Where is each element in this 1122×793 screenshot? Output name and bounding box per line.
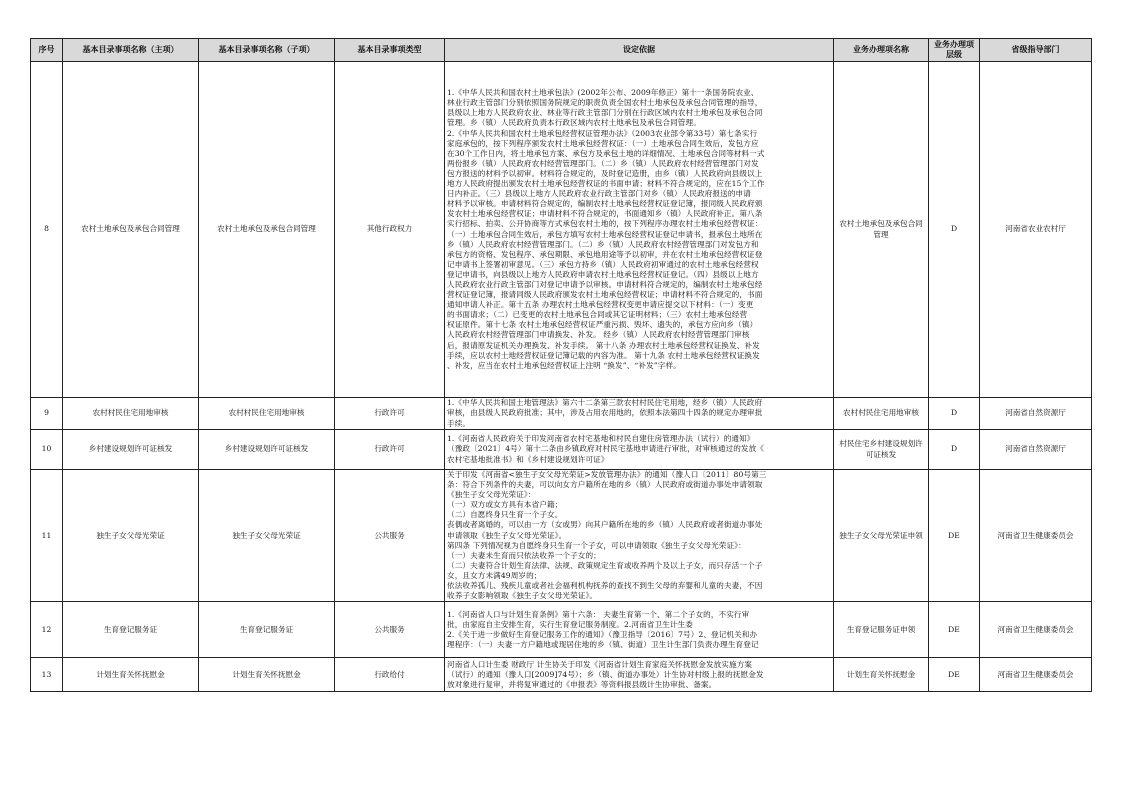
basis-line: 记申请书上签署初审意见。（三）承包方持乡（镇）人民政府初审通过的农村土地承包经营权 (447, 259, 759, 269)
cell-basis (445, 602, 834, 658)
cell-no: 9 (31, 398, 63, 430)
header-department: 省级指导部门 (980, 39, 1092, 62)
cell-basis (445, 658, 834, 692)
basis-line: 权证原件。第十七条 农村土地承包经营权证严重污损、毁坏、遗失的，承包方应向乡（镇） (447, 320, 758, 330)
cell-basis (445, 398, 834, 430)
cell-level: D (929, 62, 980, 398)
cell-no: 8 (31, 62, 63, 398)
basis-line: （一）双方或女方具有本省户籍； (447, 500, 563, 510)
cell-no: 10 (31, 430, 63, 470)
basis-line: 在30个工作日内，将土地承包方案、承包方及承包土地的详细情况、土地承包合同等材料一式 (447, 148, 765, 158)
cell-item-type: 行政许可 (335, 430, 445, 470)
cell-business-item: 村民住宅乡村建设规划许可证核发 (834, 430, 929, 470)
header-business-item: 业务办理项名称 (834, 39, 929, 62)
basis-line: 手续，应以农村土地经营权证登记簿记载的内容为准。 第十九条 农村土地承包经营权证换发 (447, 350, 760, 360)
basis-line: 关于印发《河南省<独生子女父母光荣证>发放管理办法》的通知（豫人口〔2011〕80号第三 (447, 470, 767, 479)
basis-line: 收养子女影响领取《独生子女父母光荣证》。 (447, 591, 598, 601)
basis-line: 女，且女方未满49周岁的； (447, 570, 542, 580)
basis-line: 两份报乡（镇）人民政府农村经营管理部门。（二）乡（镇）人民政府农村经营管理部门对发 (447, 158, 759, 168)
basis-line: 材料予以审核。申请材料符合规定的，编制农村土地承包经营权证登记簿，报同级人民政府颁 (447, 199, 763, 209)
cell-level: D (929, 398, 980, 430)
cell-department: 河南省自然资源厅 (980, 398, 1092, 430)
basis-line: 2.《关于进一步做好生育登记服务工作的通知》（豫卫指导〔2016〕7号）2、登记机关和办 (447, 629, 758, 639)
cell-department: 河南省农业农村厅 (980, 62, 1092, 398)
basis-line: （试行）的通知（豫人口[2009]74号）；乡（镇、街道办事处）计生协对村级上报的抚慰金发 (447, 669, 764, 679)
cell-level: DE (929, 602, 980, 658)
header-row (31, 39, 1092, 62)
cell-level: D (929, 430, 980, 470)
cell-business-item: 农村村民住宅用地审核 (834, 398, 929, 430)
cell-no: 13 (31, 658, 63, 692)
basis-line: 手续。 (447, 418, 471, 428)
header-level: 业务办理项层级 (929, 39, 980, 62)
cell-no: 12 (31, 602, 63, 658)
cell-sub-item: 生育登记服务证 (199, 602, 335, 658)
cell-item-type: 公共服务 (335, 470, 445, 602)
header-item-type: 基本目录事项类型 (335, 39, 445, 62)
cell-business-item: 计划生育关怀抚慰金 (834, 658, 929, 692)
basis-line: 地方人民政府提出颁发农村土地承包经营权证的书面申请；材料不符合规定的，应在15个工作 (447, 179, 765, 189)
basis-line: 承包方的资格、发包程序、承包期限、承包地用途等予以初审，并在农村土地承包经营权证登 (447, 249, 763, 259)
cell-level: DE (929, 470, 980, 602)
cell-main-item: 农村土地承包及承包合同管理 (63, 62, 199, 398)
basis-line: 林业行政主管部门分别依照国务院规定的职责负责全国农村土地承包及承包合同管理的指导， (447, 98, 763, 108)
table-row (31, 62, 1092, 398)
basis-line: 包方报送的材料予以初审。材料符合规定的，及时登记造册，由乡（镇）人民政府向县级以上 (447, 168, 763, 178)
table-row (31, 398, 1092, 430)
cell-basis (445, 62, 834, 398)
basis-line: （一）土地承包合同生效后，承包方填写农村土地承包经营权证登记申请书，报承包土地所在 (447, 229, 763, 239)
basis-line: 批，由家庭自主安排生育，实行生育登记服务制度。2.河南省卫生计生委 (447, 619, 693, 629)
cell-sub-item: 独生子女父母光荣证 (199, 470, 335, 602)
basis-line: （豫政〔2021〕4号）第十二条由乡镇政府对村民宅基地申请进行审批，对审核通过的发放《 (447, 444, 765, 454)
cell-business-item: 独生子女父母光荣证申领 (834, 470, 929, 602)
header-main-item: 基本目录事项名称（主项） (63, 39, 199, 62)
basis-line: 农村宅基地批准书》和《乡村建设规划许可证》 (447, 454, 609, 464)
cell-sub-item: 计划生育关怀抚慰金 (199, 658, 335, 692)
cell-item-type: 公共服务 (335, 602, 445, 658)
basis-line: 《独生子女父母光荣证》： (447, 490, 536, 500)
cell-main-item: 农村村民住宅用地审核 (63, 398, 199, 430)
cell-sub-item: 农村土地承包及承包合同管理 (199, 62, 335, 398)
cell-basis (445, 430, 834, 470)
basis-line: 实行招标、拍卖、公开协商等方式承包农村土地的，按下列程序办理农村土地承包经营权证： (447, 219, 763, 229)
basis-line: 丧偶或者离婚的，可以由一方（女或男）向其户籍所在地的乡（镇）人民政府或者街道办事处 (447, 520, 763, 530)
basis-line: 审核，由县级人民政府批准；其中，涉及占用农用地的，依照本法第四十四条的规定办理审批 (447, 408, 763, 418)
cell-no: 11 (31, 470, 63, 602)
table-row (31, 602, 1092, 658)
cell-main-item: 乡村建设规划许可证核发 (63, 430, 199, 470)
cell-item-type: 行政给付 (335, 658, 445, 692)
table-row (31, 658, 1092, 692)
basis-line: 县级以上地方人民政府农业、林业等行政主管部门分别在行政区域内农村土地承包及承包合同 (447, 108, 763, 118)
header-basis: 设定依据 (445, 39, 834, 62)
table-body (31, 62, 1092, 692)
basis-line: 日内补正。（三）县级以上地方人民政府农业行政主管部门对乡（镇）人民政府报送的申请 (447, 189, 751, 199)
header-sub-item: 基本目录事项名称（子项） (199, 39, 335, 62)
basis-line: 依法收养孤儿、残疾儿童或者社会福利机构抚养的查找不到生父母的弃婴和儿童的夫妻，不因 (447, 581, 763, 591)
cell-item-type: 其他行政权力 (335, 62, 445, 398)
cell-sub-item: 农村村民住宅用地审核 (199, 398, 335, 430)
basis-line: 1.《河南省人民政府关于印发河南省农村宅基地和村民自建住房管理办法（试行）的通知》 (447, 434, 755, 444)
cell-main-item: 计划生育关怀抚慰金 (63, 658, 199, 692)
cell-item-type: 行政许可 (335, 398, 445, 430)
cell-level: DE (929, 658, 980, 692)
basis-line: 后，报请原发证机关办理换发、补发手续。 第十八条 办理农村土地承包经营权证换发、补发 (447, 340, 760, 350)
basis-line: 1.《中华人民共和国土地管理法》第六十二条第三款农村村民住宅用地，经乡（镇）人民政府 (447, 398, 763, 408)
basis-line: 管理。乡（镇）人民政府负责本行政区域内农村土地承包及承包合同管理。 (447, 118, 701, 128)
cell-basis (445, 470, 834, 602)
basis-line: 登记申请书，向县级以上地方人民政府申请农村土地承包经营权证登记。（四）县级以上地方 (447, 269, 759, 279)
basis-line: 通知申请人补正。第十五条 办理农村土地承包经营权变更申请应提交以下材料：（一）变更 (447, 300, 754, 310)
basis-line: 1.《中华人民共和国农村土地承包法》(2002年公布、2009年修正）第十一条国务院农业、 (447, 88, 759, 98)
header-no: 序号 (31, 39, 63, 62)
basis-line: （一）夫妻未生育而只依法收养一个子女的； (447, 550, 601, 560)
table-row (31, 470, 1092, 602)
basis-line: 2.《中华人民共和国农村土地承包经营权证管理办法》（2003农业部令第33号）第七条实行 (447, 128, 758, 138)
basis-line: 放对象进行复审，并将复审通过的《申报表》等资料报县级计生协审批、备案。 (447, 679, 717, 689)
basis-line: 发农村土地承包经营权证；申请材料不符合规定的，书面通知乡（镇）人民政府补正。第八条 (447, 209, 763, 219)
basis-line: 申请领取《独生子女父母光荣证》。 (447, 530, 567, 540)
basis-line: 人民政府农村经营管理部门申请换发、补发。 经乡（镇）人民政府农村经营管理部门审核 (447, 330, 750, 340)
cell-sub-item: 乡村建设规划许可证核发 (199, 430, 335, 470)
basis-line: （二）夫妻符合计划生育法律、法规、政策规定生育或收养两个及以上子女，而只存活一个子 (447, 560, 763, 570)
cell-main-item: 独生子女父母光荣证 (63, 470, 199, 602)
basis-line: 河南省人口计生委 财政厅 计生协关于印发《河南省计划生育家庭关怀抚慰金发放实施方案 (447, 659, 753, 669)
basis-line: 营权证登记簿，报请同级人民政府颁发农村土地承包经营权证；申请材料不符合规定的，书面 (447, 290, 763, 300)
basis-line: （二）自愿终身只生育一个子女。 (447, 510, 563, 520)
cell-department: 河南省卫生健康委员会 (980, 470, 1092, 602)
cell-department: 河南省卫生健康委员会 (980, 602, 1092, 658)
basis-line: 第四条 下列情况视为自愿终身只生育一个子女，可以申请领取《独生子女父母光荣证》： (447, 540, 746, 550)
basis-line: 乡（镇）人民政府农村经营管理部门。（二）乡（镇）人民政府农村经营管理部门对发包方和 (447, 239, 759, 249)
cell-business-item: 农村土地承包及承包合同管理 (834, 62, 929, 398)
cell-department: 河南省自然资源厅 (980, 430, 1092, 470)
cell-main-item: 生育登记服务证 (63, 602, 199, 658)
basis-line: 的书面请求；（二）已变更的农村土地承包合同或其它证明材料；（三）农村土地承包经营 (447, 310, 748, 320)
cell-business-item: 生育登记服务证申领 (834, 602, 929, 658)
basis-line: 人民政府农业行政主管部门对登记申请予以审核。申请材料符合规定的，编制农村土地承包经 (447, 279, 763, 289)
basis-line: 1.《河南省人口与计划生育条例》第十六条： 夫妻生育第一个、第二个子女的，不实行审 (447, 609, 750, 619)
basis-line: 条：符合下列条件的夫妻，可以向女方户籍所在地的乡（镇）人民政府或街道办事处申请领取 (447, 480, 763, 490)
table-row (31, 430, 1092, 470)
basis-line: 理程序：（一）夫妻一方户籍地或现居住地的乡（镇、街道）卫生计生部门负责办理生育登记 (447, 639, 759, 649)
basis-line: 、补发，应当在农村土地承包经营权证上注明 “换发”、“补发”字样。 (447, 360, 681, 370)
basis-line: 家庭承包的，按下列程序颁发农村土地承包经营权证：（一）土地承包合同生效后，发包方应 (447, 138, 759, 148)
catalog-table (30, 38, 1092, 692)
cell-department: 河南省卫生健康委员会 (980, 658, 1092, 692)
